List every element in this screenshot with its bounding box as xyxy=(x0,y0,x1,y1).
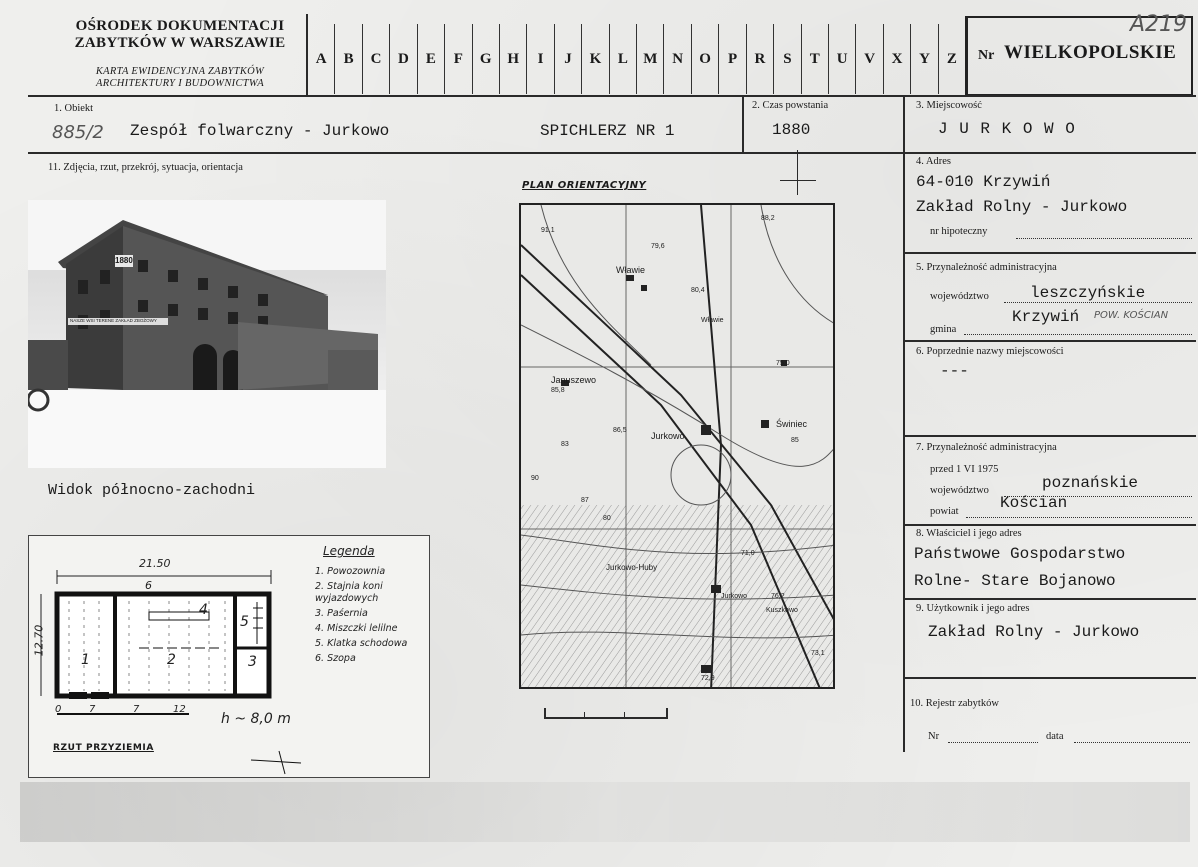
letter-index-cell: A xyxy=(307,24,334,94)
woj-dots xyxy=(1004,302,1192,303)
legend-title: Legenda xyxy=(323,544,375,558)
object-name: Zespół folwarczny - Jurkowo xyxy=(130,122,390,140)
field7-label: 7. Przynależność administracyjna xyxy=(916,442,1057,453)
field8-label: 8. Właściciel i jego adres xyxy=(916,528,1022,539)
card-title-1: KARTA EWIDENCYJNA ZABYTKÓW xyxy=(95,66,265,77)
field10-nr-label: Nr xyxy=(928,731,940,742)
plan-caption: RZUT PRZYZIEMIA xyxy=(53,743,154,753)
field1-handwritten: 885/2 xyxy=(52,122,104,143)
letter-index-cell: B xyxy=(334,24,361,94)
letter-index-cell: U xyxy=(828,24,855,94)
field11-label: 11. Zdjęcia, rzut, przekrój, sytuacja, orientacja xyxy=(48,162,243,173)
map-height-6: 85,8 xyxy=(551,387,565,394)
former-voivodeship: poznańskie xyxy=(1042,474,1139,492)
letter-index-cell: T xyxy=(801,24,828,94)
map-height-5: 75,0 xyxy=(776,360,790,367)
field2-label: 2. Czas powstania xyxy=(752,100,829,111)
institution-name-1: OŚRODEK DOKUMENTACJI xyxy=(75,18,285,34)
construction-year: 1880 xyxy=(772,121,811,139)
plan-mark-2: 7 xyxy=(133,704,140,715)
letter-index-cell: S xyxy=(773,24,800,94)
letter-index-cell: P xyxy=(718,24,745,94)
letter-index-cell: Z xyxy=(938,24,965,94)
legend-item: 1. Powozownia xyxy=(315,566,386,577)
map-height-2: 79,6 xyxy=(651,243,665,250)
plan-mark-3: 12 xyxy=(173,704,186,715)
former-district: Kościan xyxy=(1000,494,1068,512)
former-names: --- xyxy=(940,362,969,380)
address-line1: 64-010 Krzywiń xyxy=(916,173,1051,191)
letter-index-cell: I xyxy=(526,24,553,94)
map-place-1: Wławie xyxy=(616,265,646,275)
address-line2: Zakład Rolny - Jurkowo xyxy=(916,198,1128,216)
plan-room-3: 3 xyxy=(248,654,257,670)
letter-index-cell: K xyxy=(581,24,608,94)
map-height-8: 90 xyxy=(531,475,539,482)
plan-dimension-side: 12.70 xyxy=(32,624,46,657)
photo-caption: Widok północno-zachodni xyxy=(48,482,256,499)
map-height-3: 88,2 xyxy=(761,215,775,222)
register-date-field[interactable] xyxy=(1074,742,1190,743)
letter-index-cell: G xyxy=(472,24,499,94)
map-scale-bar xyxy=(544,717,668,719)
letter-index-cell: F xyxy=(444,24,471,94)
plan-dimension-top: 21.50 xyxy=(139,557,171,570)
letter-index-cell: M xyxy=(636,24,663,94)
field5-woj-label: województwo xyxy=(930,291,989,302)
field5-label: 5. Przynależność administracyjna xyxy=(916,262,1057,273)
field7-before-label: przed 1 VI 1975 xyxy=(930,464,999,475)
legend-item: 4. Miszczki lelilne xyxy=(315,623,398,634)
photo-sign-text: NASZE WSI TERENE ZAKŁAD ZBOŻOWY xyxy=(70,318,157,323)
institution-block xyxy=(60,18,300,96)
map-height-12: 72,9 xyxy=(701,675,715,682)
map-height-7: 86,5 xyxy=(613,427,627,434)
map-height-15: 83 xyxy=(561,441,569,448)
copy-shadow xyxy=(20,782,1190,842)
letter-index-cell: C xyxy=(362,24,389,94)
plan-room-1: 1 xyxy=(81,652,90,668)
map-place-6: Jurkowo xyxy=(721,593,748,600)
card-title-2: ARCHITEKTURY I BUDOWNICTWA xyxy=(96,78,264,89)
owner-line1: Państwowe Gospodarstwo xyxy=(914,545,1126,563)
photo-sign-year: 1880 xyxy=(115,256,133,265)
letter-index-row xyxy=(307,24,965,94)
commune: Krzywiń xyxy=(1012,308,1080,326)
map-height-16: 87 xyxy=(581,497,589,504)
building-photo xyxy=(28,200,386,468)
nr-value: WIELKOPOLSKIE xyxy=(1004,42,1177,63)
letter-index-cell: Y xyxy=(910,24,937,94)
legend-item: 6. Szopa xyxy=(315,653,356,664)
map-place-4: Świniec xyxy=(776,419,808,429)
legend-item: 5. Klatka schodowa xyxy=(315,638,408,649)
letter-index-cell: L xyxy=(609,24,636,94)
map-height-10: 71,0 xyxy=(741,550,755,557)
nr-handwritten: A219 xyxy=(1130,12,1188,37)
locality: J U R K O W O xyxy=(938,120,1076,138)
voivodeship: leszczyńskie xyxy=(1030,284,1146,302)
plan-room-6: 6 xyxy=(145,579,152,592)
map-height-9: 85 xyxy=(791,437,799,444)
map-place-8: Wławie xyxy=(701,317,724,324)
field9-label: 9. Użytkownik i jego adres xyxy=(916,603,1030,614)
letter-index-cell: D xyxy=(389,24,416,94)
letter-index-cell: J xyxy=(554,24,581,94)
map-place-7: Kuszkowo xyxy=(766,607,798,614)
map-title: PLAN ORIENTACYJNY xyxy=(522,180,647,191)
letter-index-cell: O xyxy=(691,24,718,94)
gmina-dots xyxy=(964,334,1192,335)
field10-date-label: data xyxy=(1046,731,1064,742)
field6-label: 6. Poprzednie nazwy miejscowości xyxy=(916,346,1064,357)
field7-powiat-label: powiat xyxy=(930,506,959,517)
letter-index xyxy=(307,24,965,94)
map-height-11: 76,2 xyxy=(771,593,785,600)
letter-index-cell: X xyxy=(883,24,910,94)
letter-index-cell: H xyxy=(499,24,526,94)
map-height-1: 91,1 xyxy=(541,227,555,234)
owner-line2: Rolne- Stare Bojanowo xyxy=(914,572,1116,590)
letter-index-cell: E xyxy=(417,24,444,94)
plan-height: h ~ 8,0 m xyxy=(221,711,291,727)
plan-room-2: 2 xyxy=(167,652,176,668)
plan-mark-1: 7 xyxy=(89,704,96,715)
plan-room-4: 4 xyxy=(199,602,208,618)
orientation-map xyxy=(519,203,835,689)
map-height-4: 80,4 xyxy=(691,287,705,294)
user: Zakład Rolny - Jurkowo xyxy=(928,623,1140,641)
register-number-field[interactable] xyxy=(948,742,1038,743)
legend-item: 2. Stajnia koni wyjazdowych xyxy=(315,581,383,604)
field5-gmina-label: gmina xyxy=(930,324,957,335)
map-place-2: Januszewo xyxy=(551,375,597,385)
plan-mark-0: 0 xyxy=(55,704,62,715)
field3-label: 3. Miejscowość xyxy=(916,100,982,111)
map-place-5: Jurkowo-Huby xyxy=(606,563,658,572)
letter-index-cell: V xyxy=(855,24,882,94)
legend-item: 3. Paśernia xyxy=(315,608,368,619)
field4-label: 4. Adres xyxy=(916,156,951,167)
legend-list xyxy=(315,566,427,665)
granary-illustration xyxy=(28,200,386,468)
object-type: SPICHLERZ NR 1 xyxy=(540,122,675,140)
mortgage-label: nr hipoteczny xyxy=(930,226,988,237)
field1-label: 1. Obiekt xyxy=(54,103,94,114)
floor-plan-panel xyxy=(28,535,430,778)
field10-label: 10. Rejestr zabytków xyxy=(910,698,999,709)
field7-woj-label: województwo xyxy=(930,485,989,496)
nr-label: Nr xyxy=(978,48,995,63)
map-height-14: 80 xyxy=(603,515,611,522)
institution-name-2: ZABYTKÓW W WARSZAWIE xyxy=(74,35,286,51)
letter-index-cell: R xyxy=(746,24,773,94)
mortgage-field[interactable] xyxy=(1016,238,1192,239)
map-place-3: Jurkowo xyxy=(651,431,685,441)
map-height-13: 73,1 xyxy=(811,650,825,657)
letter-index-cell: N xyxy=(663,24,690,94)
nr-box xyxy=(965,12,1193,96)
plan-room-5: 5 xyxy=(240,614,249,630)
powiat-dots xyxy=(966,517,1192,518)
commune-note: POW. KOŚCIAN xyxy=(1094,310,1169,321)
